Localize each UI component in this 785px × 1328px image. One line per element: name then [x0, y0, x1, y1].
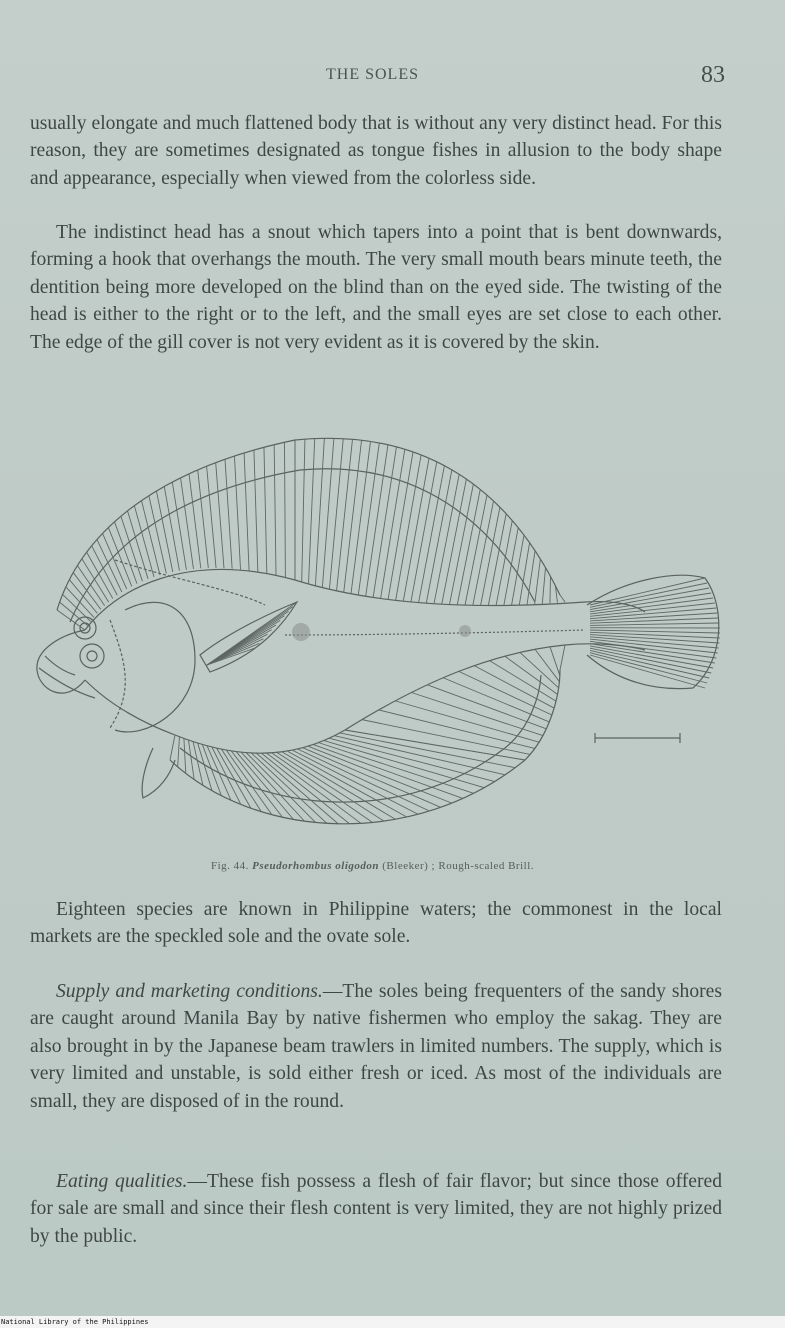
eating-body: —These fish possess a flesh of fair flavor; but since those offered for sale are small and since their flesh content is very limited, they are not highly prized by the public.	[30, 1171, 722, 1247]
fish-illustration	[25, 430, 725, 850]
upper-eye	[74, 617, 96, 639]
running-head	[0, 62, 785, 88]
paragraph-body-shape: usually elongate and much flattened body that is without any very distinct head. For this reason, they are sometimes designated as tongue fishes in allusion to the body shape and appearance, especially when viewed from the colorless side.	[30, 113, 722, 189]
eating-heading: Eating qualities.	[56, 1171, 188, 1192]
paragraph-eating-qualities	[30, 1168, 722, 1250]
caption-common-name: (Bleeker) ; Rough-scaled Brill.	[382, 860, 535, 872]
caption-label: Fig. 44.	[210, 860, 249, 872]
footer-strip	[0, 1316, 785, 1328]
library-credit: National Library of the Philippines	[1, 1318, 149, 1326]
caption-species: Pseudorhombus oligodon	[252, 860, 380, 872]
head-outline	[37, 630, 85, 693]
paragraph-species-count: Eighteen species are known in Philippine waters; the commonest in the local markets are the speckled sole and the ovate sole.	[30, 899, 722, 948]
caudal-fin	[587, 575, 719, 688]
lateral-line	[285, 630, 585, 635]
ventral-fin	[142, 748, 175, 798]
paragraph-head-description: The indistinct head has a snout which tapers into a point that is bent downwards, forming a hook that overhangs the mouth. The very small mouth bears minute teeth, the dentition being more developed on the blind than on the eyed side. The twisting of the head is either to the right or to the left, and the small eyes are set close to each other. The edge of the gill cover is not very evident as it is covered by the skin.	[30, 222, 722, 353]
supply-heading: Supply and marketing conditions.	[56, 981, 323, 1002]
figure-caption	[0, 860, 745, 872]
lower-eye	[80, 644, 104, 668]
running-title: THE SOLES	[326, 66, 419, 83]
page-number: 83	[701, 62, 725, 88]
body-outline	[85, 570, 645, 630]
paragraph-supply-marketing	[30, 978, 722, 1115]
supply-body: —The soles being frequenters of the sandy shores are caught around Manila Bay by native fishermen who employ the sakag. They are also brought in by the Japanese beam trawlers in limited numbers. The supply, which is very limited and unstable, is sold either fresh or iced. As most of the individuals are small, they are disposed of in the round.	[30, 981, 722, 1112]
